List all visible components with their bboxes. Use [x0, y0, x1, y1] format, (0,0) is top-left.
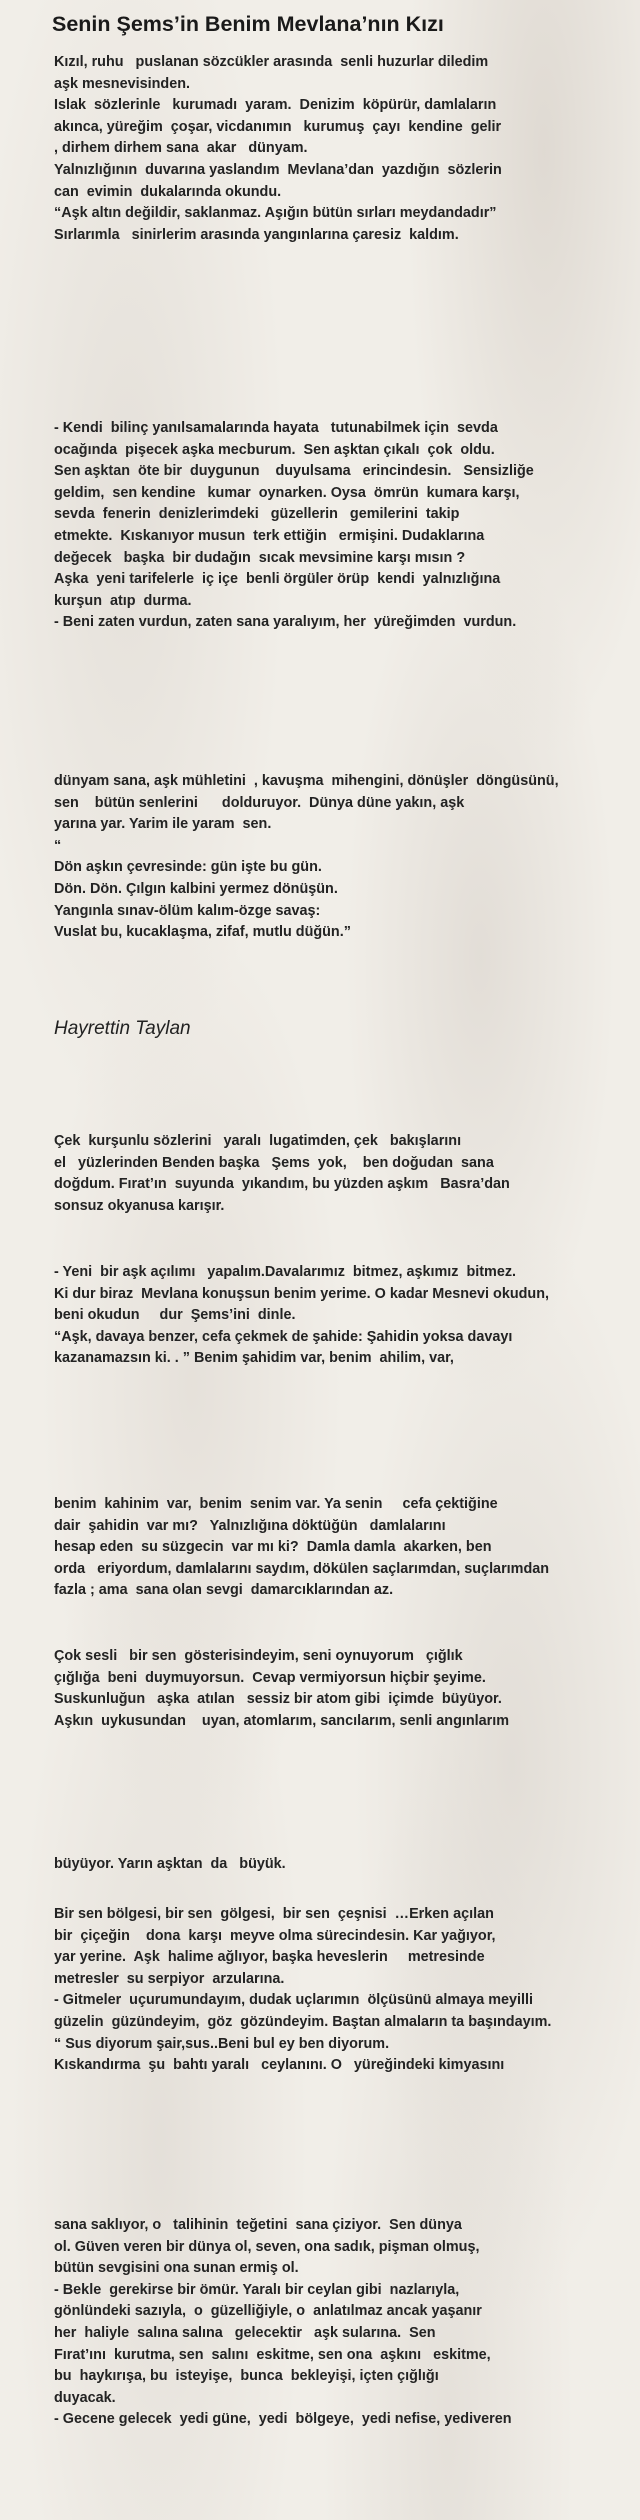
paragraph-4	[54, 1131, 634, 1217]
poem-author: Hayrettin Taylan	[54, 1018, 191, 1039]
text-line: kazanamazsın ki. . ” Benim şahidim var, benim ahilim, var,	[54, 1350, 454, 1367]
text-line: Kızıl, ruhu puslanan sözcükler arasında senli huzurlar diledim	[54, 54, 489, 70]
text-line: aşk mesnevisinden.	[54, 75, 190, 92]
text-line: “	[54, 837, 62, 854]
text-line: doğdum. Fırat’ın suyunda yıkandım, bu yüzden aşkım Basra’dan	[54, 1176, 510, 1193]
text-line: Ki dur biraz Mevlana konuşsun benim yerime. O kadar Mesnevi okudun,	[54, 1285, 550, 1302]
text-line: Çek kurşunlu sözlerini yaralı lugatimden, çek bakışlarını	[54, 1133, 462, 1149]
paragraph-1	[54, 52, 634, 246]
text-line: büyüyor. Yarın aşktan da büyük.	[54, 1856, 286, 1872]
text-line: duyacak.	[54, 2389, 116, 2406]
text-line: sevda fenerin denizlerimdeki güzellerin gemilerini takip	[54, 506, 460, 523]
text-line: ol. Güven veren bir dünya ol, seven, ona sadık, pişman olmuş,	[54, 2238, 480, 2255]
text-line: her haliyle salına salına gelecektir aşk sularına. Sen	[54, 2324, 436, 2341]
text-line: fazla ; ama sana olan sevgi damarcıklarından az.	[54, 1582, 394, 1599]
text-line: “Aşk, davaya benzer, cefa çekmek de şahide: Şahidin yoksa davayı	[54, 1328, 513, 1345]
text-line: el yüzlerinden Benden başka Şems yok, ben doğudan sana	[54, 1154, 494, 1171]
text-line: dünyam sana, aşk mühletini , kavuşma mihengini, dönüşler döngüsünü,	[54, 773, 559, 789]
text-line: hesap eden su süzgecin var mı ki? Damla damla akarken, ben	[54, 1539, 492, 1556]
text-line: Aşka yeni tarifelerle iç içe benli örgüler örüp kendi yalnızlığına	[54, 571, 501, 588]
text-line: gönlündeki sazıyla, o güzelliğiyle, o anlatılmaz ancak yaşanır	[54, 2303, 482, 2320]
text-line: Aşkın uykusundan uyan, atomlarım, sancılarım, senli angınlarım	[54, 1712, 510, 1729]
text-line: can evimin dukalarında okundu.	[54, 183, 282, 200]
paragraph-2	[54, 418, 634, 634]
text-line: ocağında pişecek aşka mecburum. Sen aşktan çıkalı çok oldu.	[54, 441, 495, 458]
text-line: Yangınla sınav-ölüm kalım-özge savaş:	[54, 902, 321, 919]
text-line: Vuslat bu, kucaklaşma, zifaf, mutlu düğün.”	[54, 924, 351, 941]
text-line: metresler su serpiyor arzularına.	[54, 1970, 285, 1987]
text-line: kurşun atıp durma.	[54, 592, 192, 609]
text-line: orda eriyordum, damlalarını saydım, dökülen saçlarımdan, suçlarımdan	[54, 1560, 550, 1577]
text-line: dair şahidin var mı? Yalnızlığına döktüğün damlalarını	[54, 1517, 446, 1534]
text-line: - Bekle gerekirse bir ömür. Yaralı bir ceylan gibi nazlarıyla,	[54, 2281, 460, 2298]
text-line: “ Sus diyorum şair,sus..Beni bul ey ben diyorum.	[54, 2035, 390, 2052]
text-line: çığlığa beni duymuyorsun. Cevap vermiyorsun hiçbir şeyime.	[54, 1669, 486, 1686]
text-line: değecek başka bir dudağın sıcak mevsimine karşı mısın ?	[54, 549, 466, 566]
text-line: Yalnızlığının duvarına yaslandım Mevlana’dan yazdığın sözlerin	[54, 161, 502, 178]
text-line: güzelin güzündeyim, göz gözündeyim. Baştan almaların ta başındayım.	[54, 2013, 552, 2030]
text-line: Islak sözlerinle kurumadı yaram. Denizim köpürür, damlaların	[54, 97, 497, 114]
text-line: sana saklıyor, o talihinin teğetini sana çiziyor. Sen dünya	[54, 2217, 462, 2233]
paragraph-7	[54, 1646, 634, 1732]
text-line: Dön aşkın çevresinde: gün işte bu gün.	[54, 859, 322, 876]
text-line: Fırat’ını kurutma, sen salını eskitme, sen ona aşkını eskitme,	[54, 2346, 491, 2363]
text-line: bir çiçeğin dona karşı meyve olma sürecindesin. Kar yağıyor,	[54, 1927, 496, 1944]
text-line: - Kendi bilinç yanılsamalarında hayata tutunabilmek için sevda	[54, 420, 498, 436]
text-line: yar yerine. Aşk halime ağlıyor, başka heveslerin metresinde	[54, 1949, 485, 1966]
text-line: “Aşk altın değildir, saklanmaz. Aşığın bütün sırları meydandadır”	[54, 205, 497, 222]
text-line: bütün sevgisini ona sunan ermiş ol.	[54, 2260, 299, 2277]
text-line: Sırlarımla sinirlerim arasında yangınlarına çaresiz kaldım.	[54, 226, 459, 243]
text-line: - Beni zaten vurdun, zaten sana yaralıyım, her yüreğimden vurdun.	[54, 614, 517, 631]
text-line: geldim, sen kendine kumar oynarken. Oysa ömrün kumara karşı,	[54, 484, 520, 501]
text-line: - Yeni bir aşk açılımı yapalım.Davalarımız bitmez, aşkımız bitmez.	[54, 1264, 517, 1280]
text-line: akınca, yüreğim çoşar, vicdanımın kurumuş çayı kendine gelir	[54, 118, 502, 135]
paragraph-3	[54, 771, 634, 944]
text-line: - Gitmeler uçurumundayım, dudak uçlarımın ölçüsünü almaya meyilli	[54, 1992, 534, 2009]
paragraph-10	[54, 2215, 634, 2431]
text-line: Dön. Dön. Çılgın kalbini yermez dönüşün.	[54, 880, 338, 897]
text-line: Sen aşktan öte bir duygunun duyulsama erincindesin. Sensizliğe	[54, 463, 534, 480]
paragraph-9	[54, 1904, 634, 2077]
text-line: bu haykırışa, bu isteyişe, bunca bekleyişi, içten çığlığı	[54, 2368, 439, 2385]
text-line: sonsuz okyanusa karışır.	[54, 1197, 225, 1214]
text-line: - Gecene gelecek yedi güne, yedi bölgeye, yedi nefise, yediveren	[54, 2411, 512, 2428]
text-line: sen bütün senlerini dolduruyor. Dünya düne yakın, aşk	[54, 794, 465, 811]
text-line: Suskunluğun aşka atılan sessiz bir atom gibi içimde büyüyor.	[54, 1691, 502, 1708]
text-line: , dirhem dirhem sana akar dünyam.	[54, 140, 308, 157]
text-line: benim kahinim var, benim senim var. Ya senin cefa çektiğine	[54, 1496, 498, 1512]
text-line: Kıskandırma şu bahtı yaralı ceylanını. O yüreğindeki kimyasını	[54, 2057, 505, 2074]
paragraph-6	[54, 1494, 634, 1602]
text-line: beni okudun dur Şems’ini dinle.	[54, 1307, 296, 1324]
text-line: etmekte. Kıskanıyor musun terk ettiğin ermişini. Dudaklarına	[54, 527, 485, 544]
poem-title: Senin Şems’in Benim Mevlana’nın Kızı	[52, 12, 444, 36]
paragraph-5	[54, 1262, 634, 1370]
paragraph-8	[54, 1854, 634, 1876]
text-line: Çok sesli bir sen gösterisindeyim, seni oynuyorum çığlık	[54, 1648, 463, 1664]
text-line: Bir sen bölgesi, bir sen gölgesi, bir sen çeşnisi …Erken açılan	[54, 1906, 494, 1922]
text-line: yarına yar. Yarim ile yaram sen.	[54, 816, 272, 833]
